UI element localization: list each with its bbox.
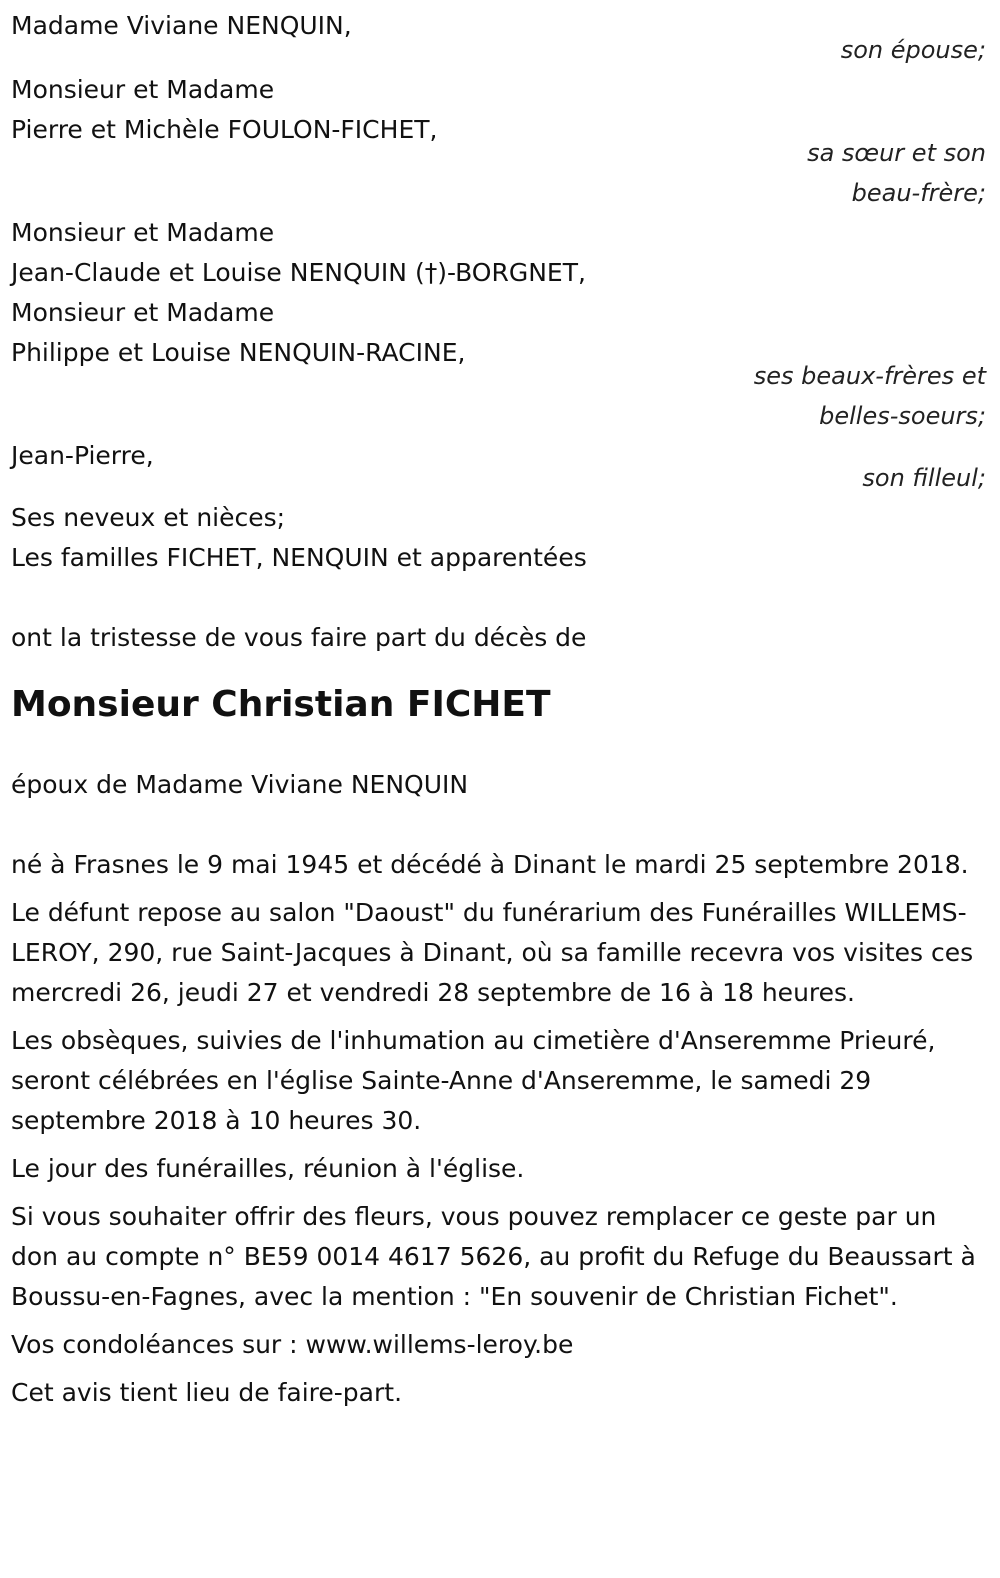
family-name-line: Monsieur et Madame xyxy=(11,218,275,247)
birth-death-paragraph: né à Frasnes le 9 mai 1945 et décédé à Dinant le mardi 25 septembre 2018. xyxy=(11,850,969,879)
donation-paragraph: Si vous souhaiter offrir des fleurs, vous pouvez remplacer ce geste par un don au compte n° BE59 0014 4617 5626, au profit du Refuge du Beaussart à Boussu-en-Fagnes, avec la mention : "En souvenir de Christian Fichet". xyxy=(11,1202,976,1311)
funeral-paragraph: Les obsèques, suivies de l'inhumation au cimetière d'Anseremme Prieuré, seront célébrées en l'église Sainte-Anne d'Anseremme, le samedi 29 septembre 2018 à 10 heures 30. xyxy=(11,1026,936,1135)
family-group-extended xyxy=(11,498,986,578)
visitation-paragraph: Le défunt repose au salon "Daoust" du funérarium des Funérailles WILLEMS-LEROY, 290, rue Saint-Jacques à Dinant, où sa famille recevra vos visites ces mercredi 26, jeudi 27 et vendredi 28 septembre de 16 à 18 heures. xyxy=(11,898,974,1007)
family-name-line: Madame Viviane NENQUIN, xyxy=(11,11,352,40)
family-name-line: Jean-Claude et Louise NENQUIN (†)-BORGNET, xyxy=(11,258,586,287)
family-group-spouse xyxy=(11,6,986,70)
family-name-line: Philippe et Louise NENQUIN-RACINE, xyxy=(11,338,466,367)
family-name-line: Ses neveux et nièces; xyxy=(11,503,286,532)
relationship-label: belles-soeurs; xyxy=(819,402,986,430)
family-name-line: Monsieur et Madame xyxy=(11,75,275,104)
relationship-label: son épouse; xyxy=(840,36,986,64)
family-name-line: Jean-Pierre, xyxy=(11,441,154,470)
family-name-line: Pierre et Michèle FOULON-FICHET, xyxy=(11,115,438,144)
family-name-line: Les familles FICHET, NENQUIN et apparentées xyxy=(11,543,587,572)
relationship-label: son filleul; xyxy=(862,464,986,492)
relationship-label: ses beaux-frères et xyxy=(753,362,986,390)
family-name-line: Monsieur et Madame xyxy=(11,298,275,327)
announcement-text: ont la tristesse de vous faire part du décès de xyxy=(11,623,587,652)
obituary-notice xyxy=(11,6,986,1421)
spouse-line: époux de Madame Viviane NENQUIN xyxy=(11,770,469,799)
family-group-sister xyxy=(11,70,986,213)
deceased-name: Monsieur Christian FICHET xyxy=(11,684,551,725)
relationship-label: beau-frère; xyxy=(851,179,986,207)
condolences-paragraph: Vos condoléances sur : www.willems-leroy.be xyxy=(11,1330,574,1359)
family-group-in-laws xyxy=(11,213,986,436)
gathering-paragraph: Le jour des funérailles, réunion à l'église. xyxy=(11,1154,525,1183)
family-group-godson xyxy=(11,436,986,498)
relationship-label: sa sœur et son xyxy=(807,139,986,167)
notice-paragraph: Cet avis tient lieu de faire-part. xyxy=(11,1378,403,1407)
